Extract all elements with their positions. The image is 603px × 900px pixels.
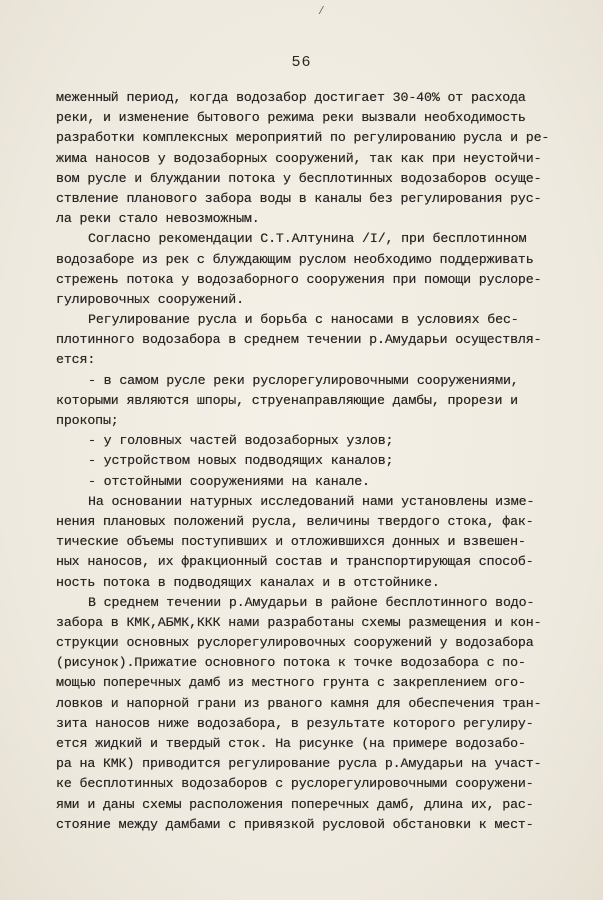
text-line: ке бесплотинных водозаборов с руслорегулировочными сооружени- — [56, 776, 534, 792]
text-line: прокопы; — [56, 413, 119, 428]
text-line: тические объемы поступивших и отложившихся донных и взвешен- — [56, 534, 526, 550]
text-line: забора в КМК,АБМК,ККК нами разработаны схемы размещения и кон- — [56, 614, 542, 630]
text-line: На основании натурных исследований нами установлены изме- — [88, 493, 535, 509]
list-item: - отстойными сооружениями на канале. — [88, 473, 370, 489]
text-line: вом русле и блуждании потока у бесплотинных водозаборов осуще- — [56, 170, 542, 186]
list-item: - у головных частей водозаборных узлов; — [88, 433, 394, 449]
text-line: ется: — [56, 352, 96, 368]
text-line: ность потока в подводящих каналах и в отстойнике. — [56, 574, 440, 590]
text-line: В среднем течении р.Амударьи в районе бесплотинного водо- — [88, 594, 535, 610]
text-line: стрежень потока у водозаборного сооружения при помощи руслоре- — [56, 271, 542, 287]
text-line: Регулирование русла и борьба с наносами в условиях бес- — [88, 312, 519, 328]
text-line: гулировочных сооружений. — [56, 291, 244, 307]
text-line: мощью поперечных дамб из местного грунта с закреплением ого- — [56, 675, 526, 691]
margin-tick-mark: / — [318, 6, 325, 18]
text-line: Согласно рекомендации С.Т.Алтунина /I/, при бесплотинном — [88, 231, 527, 247]
text-line: ствление планового забора воды в каналы без регулирования рус- — [56, 190, 542, 206]
text-line: стояние между дамбами с привязкой русловой обстановки к мест- — [56, 816, 534, 832]
list-item: - в самом русле реки руслорегулировочными сооружениями, — [88, 372, 519, 388]
text-line: ями и даны схемы расположения поперечных дамб, длина их, рас- — [56, 796, 534, 812]
list-item: - устройством новых подводящих каналов; — [88, 453, 394, 469]
text-line: нения плановых положений русла, величины твердого стока, фак- — [56, 513, 534, 529]
body-text — [0, 88, 603, 835]
text-line: которыми являются шпоры, струенаправляющие дамбы, прорези и — [56, 392, 518, 408]
text-line: меженный период, когда водозабор достигает 30-40% от расхода — [56, 90, 526, 105]
text-line: ных наносов, их фракционный состав и транспортирующая способ- — [56, 554, 534, 570]
text-line: реки, и изменение бытового режима реки вызвали необходимость — [56, 110, 526, 126]
text-line: разработки комплексных мероприятий по регулированию русла и ре- — [56, 130, 550, 146]
text-line: жима наносов у водозаборных сооружений, так как при неустойчи- — [56, 150, 542, 166]
text-line: ра на КМК) приводится регулирование русла р.Амударьи на участ- — [56, 756, 542, 772]
text-line: ловков и напорной грани из рваного камня для обеспечения тран- — [56, 695, 542, 711]
page-number: 56 — [291, 54, 312, 71]
text-line: зита наносов ниже водозабора, в результате которого регулиру- — [56, 715, 534, 731]
text-line: ется жидкий и твердый сток. На рисунке (на примере водозабо- — [56, 736, 526, 751]
text-line: ла реки стало невозможным. — [56, 211, 260, 227]
text-line: (рисунок).Прижатие основного потока к точке водозабора с по- — [56, 655, 526, 671]
text-line: водозаборе из рек с блуждающим руслом необходимо поддерживать — [56, 251, 534, 267]
text-line: плотинного водозабора в среднем течении р.Амударьи осуществля- — [56, 332, 542, 348]
text-line: струкции основных руслорегулировочных сооружений у водозабора — [56, 635, 534, 651]
